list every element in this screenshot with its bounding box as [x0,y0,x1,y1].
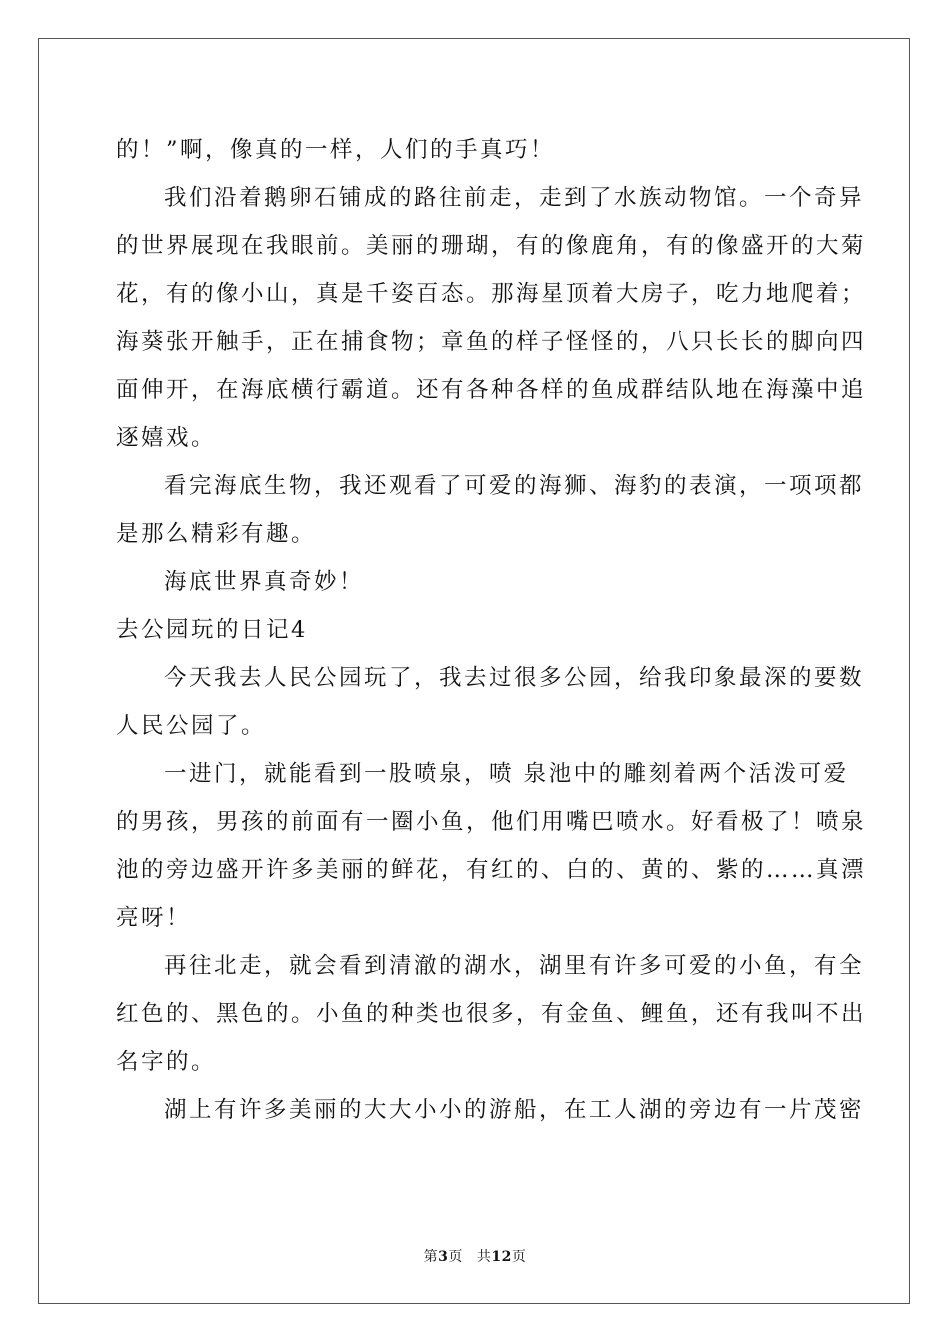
section-heading: 去公园玩的日记4 [116,617,308,643]
text-line: 的！”啊，像真的一样，人们的手真巧！ [116,137,556,163]
page-total: 12 [491,1249,512,1265]
paragraph-start: 海底世界真奇妙！ [164,569,365,595]
paragraph-start: 湖上有许多美丽的大大小小的游船，在工人湖的旁边有一片茂密 [164,1097,865,1123]
text-line: 的世界展现在我眼前。美丽的珊瑚，有的像鹿角，有的像盛开的大菊 [116,233,867,259]
text-line: 的男孩，男孩的前面有一圈小鱼，他们用嘴巴喷水。好看极了！喷泉 [116,809,867,835]
text-line: 名字的。 [116,1049,217,1075]
page-current: 3 [438,1249,449,1265]
page-unit: 页 [448,1249,463,1265]
total-prefix: 共 [476,1249,492,1265]
text-line: 逐嬉戏。 [116,425,217,451]
paragraph-start: 今天我去人民公园玩了，我去过很多公园，给我印象最深的要数 [164,665,865,691]
text-line: 亮呀！ [116,905,192,931]
paragraph-start: 再往北走，就会看到清澈的湖水，湖里有许多可爱的小鱼，有全 [164,953,865,979]
text-line: 是那么精彩有趣。 [116,521,317,547]
total-unit: 页 [511,1249,527,1265]
document-body [116,126,867,1134]
text-line: 海葵张开触手，正在捕食物；章鱼的样子怪怪的，八只长长的脚向四 [116,329,867,355]
paragraph-start: 一进门，就能看到一股喷泉，喷 泉池中的雕刻着两个活泼可爱 [164,761,849,787]
page-footer [0,1246,950,1266]
text-line: 面伸开，在海底横行霸道。还有各种各样的鱼成群结队地在海藻中追 [116,377,867,403]
text-line: 人民公园了。 [116,713,267,739]
text-line: 池的旁边盛开许多美丽的鲜花，有红的、白的、黄的、紫的……真漂 [116,857,867,883]
text-line: 花，有的像小山，真是千姿百态。那海星顶着大房子，吃力地爬着； [116,281,867,307]
paragraph-start: 我们沿着鹅卵石铺成的路往前走，走到了水族动物馆。一个奇异 [164,185,865,211]
page-prefix: 第 [423,1249,439,1265]
text-line: 红色的、黑色的。小鱼的种类也很多，有金鱼、鲤鱼，还有我叫不出 [116,1001,867,1027]
paragraph-start: 看完海底生物，我还观看了可爱的海狮、海豹的表演，一项项都 [164,473,865,499]
